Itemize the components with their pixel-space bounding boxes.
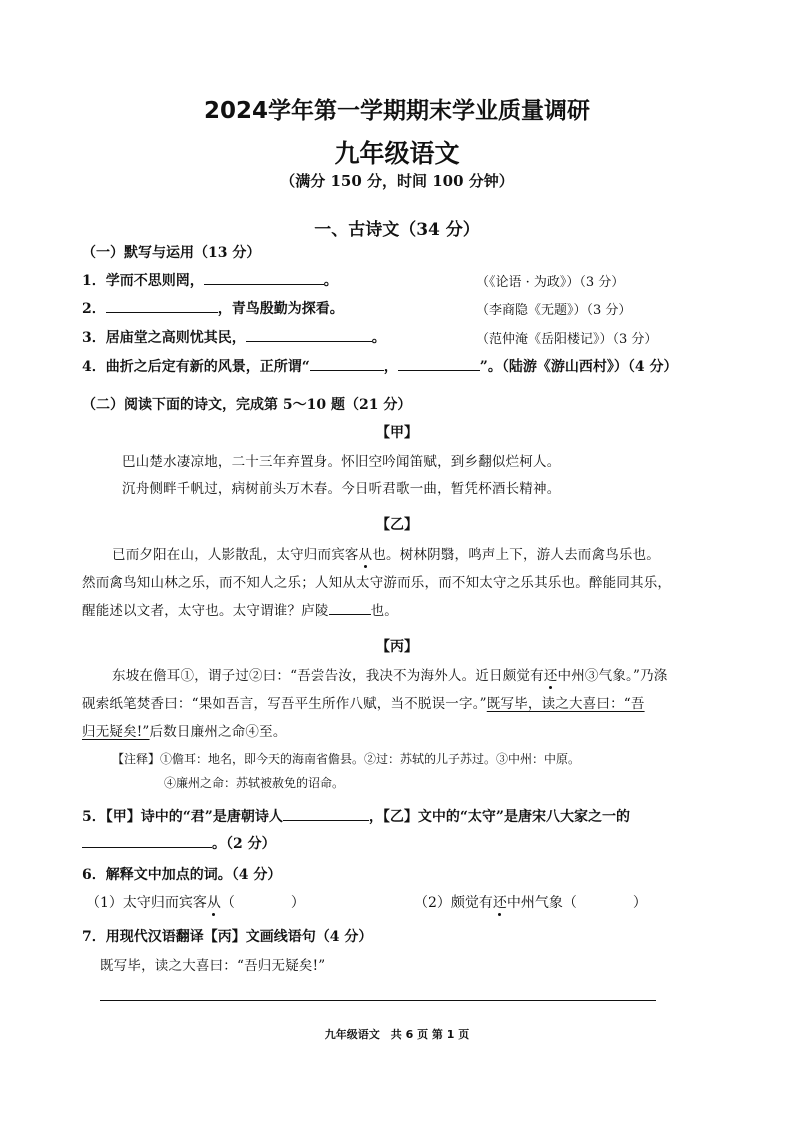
q3-blank[interactable] <box>246 327 372 342</box>
underlined-sentence-part-2: 归无疑矣!” <box>82 724 150 740</box>
section-title: 一、古诗文（34 分） <box>314 220 480 240</box>
q2-text: 2． <box>82 301 106 317</box>
q7-sentence: 既写毕，读之大喜曰：“吾归无疑矣!” <box>100 958 326 974</box>
yi-text-c: 也。树林阴翳，鸣声上下，游人去而禽鸟乐也。 <box>372 547 661 563</box>
q4-blank-1[interactable] <box>310 356 384 371</box>
q6-dotted-huan: 还 <box>492 895 507 911</box>
passage-yi-line-3 <box>82 599 398 619</box>
subject-title: 九年级语文 <box>334 139 460 168</box>
passage-bing-line-2 <box>82 692 645 712</box>
yi-text-a: 已而夕阳在山，人影散乱，太守归而宾客 <box>112 547 359 563</box>
q3-source: （范仲淹《岳阳楼记》）（3 分） <box>476 332 658 347</box>
q1-end: 。 <box>323 273 338 289</box>
q2-end: ，青鸟殷勤为探看。 <box>217 301 344 317</box>
question-5-cont <box>82 833 276 853</box>
q2-blank[interactable] <box>106 298 218 313</box>
passage-jia-label: 【甲】 <box>376 425 418 441</box>
q1-text: 1．学而不思则罔， <box>82 273 204 289</box>
poem-line-2: 沉舟侧畔千帆过，病树前头万木春。今日听君歌一曲，暂凭杯酒长精神。 <box>122 481 561 497</box>
dotted-word-cong: 从 <box>358 547 373 563</box>
exam-meta: （满分 150 分，时间 100 分钟） <box>280 172 514 190</box>
yi-line3-post: 也。 <box>370 603 399 619</box>
passage-bing-line-3 <box>82 720 287 740</box>
q5-blank-1[interactable] <box>283 806 369 821</box>
passage-yi-label: 【乙】 <box>376 517 418 533</box>
passage-bing-line-1 <box>112 664 667 684</box>
bing-line2-a: 砚索纸笔焚香曰：“果如吾言，写吾平生所作八赋，当不脱误一字。” <box>82 696 487 712</box>
q4-sep: ， <box>383 359 398 375</box>
q6-item2-pre: （2）颇觉有 <box>414 895 493 911</box>
dotted-word-huan: 还 <box>543 668 558 684</box>
question-2 <box>82 298 344 318</box>
bing-text-a: 东坡在儋耳①，谓子过②曰：“吾尝告汝，我决不为海外人。近日颇觉有 <box>112 668 544 684</box>
q6-item-1 <box>86 892 305 912</box>
bing-line3-b: 后数日廉州之命④至。 <box>149 724 287 740</box>
q3-end: 。 <box>371 330 386 346</box>
q5-text-c: 。（2 分） <box>212 836 276 852</box>
question-5 <box>82 806 630 826</box>
yi-blank[interactable] <box>329 600 371 615</box>
exam-title: 2024学年第一学期期末学业质量调研 <box>203 98 590 124</box>
q6-answer-2[interactable]: 中州气象（ ） <box>506 895 647 911</box>
question-3 <box>82 327 386 347</box>
underlined-sentence-part-1: 既写毕，读之大喜曰：“吾 <box>486 696 645 712</box>
q5-blank-2[interactable] <box>82 833 212 848</box>
yi-line3-pre: 醒能述以文者，太守也。太守谓谁？庐陵 <box>82 603 329 619</box>
q5-text-b: ，【乙】文中的“太守”是唐宋八大家之一的 <box>368 809 630 825</box>
q1-blank[interactable] <box>204 270 324 285</box>
question-6: 6．解释文中加点的词。（4 分） <box>82 867 282 883</box>
q2-source: （李商隐《无题》）（3 分） <box>476 303 632 318</box>
q5-text-a: 5．【甲】诗中的“君”是唐朝诗人 <box>82 809 283 825</box>
notes-line-1: 【注释】①儋耳：地名，即今天的海南省儋县。②过：苏轼的儿子苏过。③中州：中原。 <box>112 752 581 766</box>
question-4 <box>82 356 677 376</box>
q3-text: 3．居庙堂之高则忧其民， <box>82 330 246 346</box>
answer-line[interactable] <box>100 1000 656 1001</box>
part1-heading: （一）默写与运用（13 分） <box>82 245 261 261</box>
q1-source: （《论语 · 为政》）（3 分） <box>476 275 625 290</box>
part2-heading: （二）阅读下面的诗文，完成第 5～10 题（21 分） <box>82 397 412 413</box>
q6-answer-1[interactable]: （ ） <box>220 895 305 911</box>
passage-yi-line-2: 然而禽鸟知山林之乐，而不知人之乐；人知从太守游而乐，而不知太守之乐其乐也。醉能同其乐， <box>82 575 672 591</box>
page-footer: 九年级语文 共 6 页 第 1 页 <box>324 1028 470 1041</box>
q4-end: ”。（陆游《游山西村》）（4 分） <box>479 359 678 375</box>
q6-item-2 <box>414 892 647 912</box>
passage-yi-line-1 <box>112 543 660 563</box>
notes-line-2: ④廉州之命：苏轼被赦免的诏命。 <box>164 776 345 790</box>
bing-text-c: 中州③气象。”乃涤 <box>557 668 668 684</box>
poem-line-1: 巴山楚水凄凉地，二十三年弃置身。怀旧空吟闻笛赋，到乡翻似烂柯人。 <box>122 454 561 470</box>
question-1 <box>82 270 338 290</box>
q6-dotted-cong: 从 <box>206 895 221 911</box>
q4-blank-2[interactable] <box>398 356 480 371</box>
passage-bing-label: 【丙】 <box>376 639 418 655</box>
question-7: 7．用现代汉语翻译【丙】文画线语句（4 分） <box>82 929 373 945</box>
q6-item1-pre: （1）太守归而宾客 <box>86 895 207 911</box>
q4-text: 4．曲折之后定有新的风景，正所谓“ <box>82 359 310 375</box>
